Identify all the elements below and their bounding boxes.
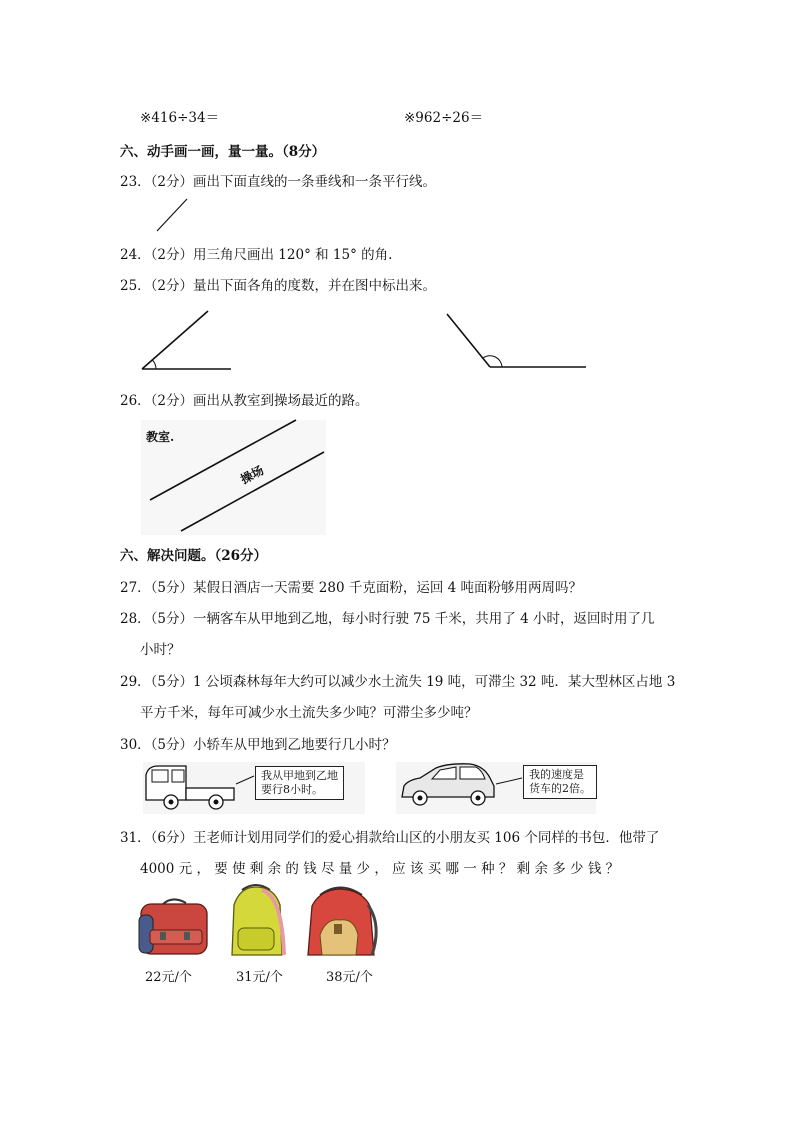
calc-item-2: ※962÷26＝ [404, 110, 484, 126]
question-30: 30．（5分）小轿车从甲地到乙地要行几小时？ [120, 737, 396, 753]
label-classroom: 教室. [146, 430, 175, 444]
question-31-line1: 31．（6分）王老师计划用同学们的爱心捐款给山区的小朋友买 106 个同样的书包．他带了 [120, 830, 660, 846]
question-27: 27．（5分）某假日酒店一天需要 280 千克面粉，运回 4 吨面粉够用两周吗？ [120, 580, 583, 596]
question-24: 24．（2分）用三角尺画出 120° 和 15° 的角. [120, 247, 393, 263]
section-title-drawing: 六、动手画一画，量一量。（8分） [120, 144, 326, 160]
bag-38-icon [308, 888, 376, 956]
calc-item-1: ※416÷34＝ [140, 110, 220, 126]
label-playground: 操场 [238, 463, 267, 487]
truck-bubble-line1: 我从甲地到乙地 [261, 769, 338, 782]
truck-bubble-line2: 要行8小时。 [261, 783, 323, 796]
car-bubble-line1: 我的速度是 [529, 768, 584, 781]
question-25: 25．（2分）量出下面各角的度数，并在图中标出来。 [120, 278, 437, 294]
bag-22-icon [139, 899, 207, 954]
question-23: 23．（2分）画出下面直线的一条垂线和一条平行线。 [120, 174, 437, 190]
car-bubble-line2: 货车的2倍。 [529, 782, 591, 795]
question-28-line2: 小时？ [140, 642, 181, 658]
question-28-line1: 28．（5分）一辆客车从甲地到乙地，每小时行驶 75 千米，共用了 4 小时，返回时用了几 [120, 611, 655, 627]
question-29-line1: 29．（5分）1 公顷森林每年大约可以减少水土流失 19 吨，可滞尘 32 吨．某大型林区占地 3 [120, 674, 676, 690]
bag-31-icon [232, 885, 284, 955]
question-29-line2: 平方千米，每年可减少水土流失多少吨？可滞尘多少吨？ [140, 705, 478, 721]
price-label-bag-3: 38元/个 [326, 970, 373, 985]
question-31-line2: 4000 元 ， 要 使 剩 余 的 钱 尽 量 少 ， 应 该 买 哪 一 种 ？ 剩 余 多 少 钱 ？ [140, 861, 620, 877]
question-26: 26．（2分）画出从教室到操场最近的路。 [120, 393, 369, 409]
price-label-bag-1: 22元/个 [145, 970, 192, 985]
price-label-bag-2: 31元/个 [236, 970, 283, 985]
section-title-problems: 六、解决问题。（26分） [120, 548, 268, 564]
